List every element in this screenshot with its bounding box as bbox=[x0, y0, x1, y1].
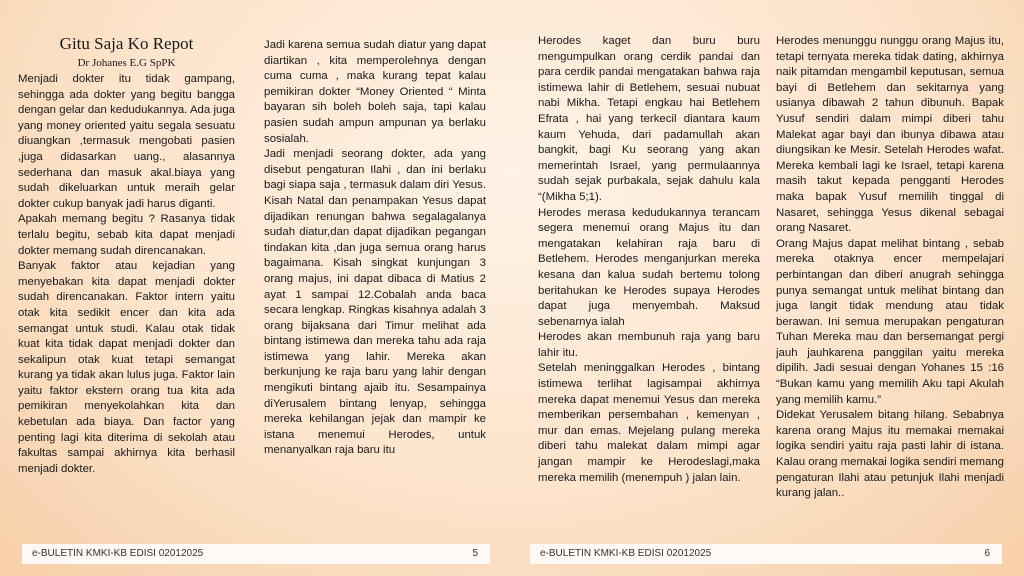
paragraph: Menjadi dokter itu tidak gampang, sehingga ada dokter yang begitu bangga dengan gelar dan kedudukannya. Ada juga yang money oriented yaitu segala sesuatu diuangkan ,termasuk mengobati pasien ,juga didasarkan uang., alasannya sederhana dan masuk akal.biaya yang sudah dikeluarkan untuk meraih gelar dokter cukup banyak jadi harus diganti. bbox=[18, 73, 235, 210]
paragraph: Herodes kaget dan buru buru mengumpulkan orang cerdik pandai dan para cerdik pandai mengatakan bahwa raja istimewa lahir di Betlehem, sesuai nubuat nabi Mikha. Tetapi engkau hai Betlehem Efrata , hai yang terkecil diantara kaum kaum Yehuda, dari padamullah akan bangkit, bagi Ku seorang yang akan memerintah Israel, yang permulaannya sudah sejak purbakala, sejak dahulu kala “(Mikha 5;1). bbox=[538, 35, 760, 203]
paragraph: Orang Majus dapat melihat bintang , sebab mereka otaknya encer mempelajari perbintangan dan diberi anugrah sehingga punya semangat untuk melihat bintang dan juga langit tidak mendung atau tidak berawan. Ini semua merupakan pengaturan Tuhan Mereka mau dan bersemangat pergi jauh jauhkarena panggilan yaitu mereka dipilih. Jadi sesuai dengan Yohanes 15 :16 “Bukan kamu yang memilih Aku tapi Akulah yang memilih kamu.” bbox=[776, 237, 1004, 406]
article-title: Gitu Saja Ko Repot bbox=[59, 34, 194, 53]
page-number: 5 bbox=[472, 548, 478, 559]
paragraph: Herodes merasa kedudukannya terancam segera menemui orang Majus itu dan mengatakan kelahiran raja baru di Betlehem. Herodes menganjurkan mereka kesana dan kalua sudah bertemu tolong beritahukan ke Herodes supaya Herodes dapat juga menyembah. Maksud sebenarnya ialah bbox=[538, 206, 760, 328]
article-author: Dr Johanes E.G SpPK bbox=[77, 57, 176, 69]
page-number: 6 bbox=[984, 548, 990, 559]
paragraph: Jadi menjadi seorang dokter, ada yang disebut pengaturan Ilahi , dan ini berlaku bagi siapa saja , termasuk dalam diri Yesus. Kisah Natal dan penampakan Yesus dapat dijadikan renungan bahwa segalagalanya sudah diatur,dan dapat dijadikan pegangan tindakan kita ,dan juga semua orang harus bagaimana. Kisah singkat kunjungan 3 orang majus, ini dapat dibaca di Matius 2 ayat 1 sampai 12.Cobalah anda baca secara lengkap. Ringkas kisahnya adalah 3 orang bijaksana dari Timur melihat ada bintang istimewa dan mereka tahu ada raja istimewa yang lahir. Mereka akan berkunjung ke raja baru yang lahir dengan mengikuti bintang ajaib itu. Sesampainya diYerusalem bintang lenyap, sehingga mereka kehilangan jejak dan mampir ke istana menemui Herodes, untuk menanyalkan raja baru itu bbox=[264, 148, 486, 457]
footer-bar bbox=[530, 544, 1002, 564]
paragraph: Didekat Yerusalem bitang hilang. Sebabnya karena orang Majus itu memakai memakai logika sendiri yaitu raja pasti lahir di istana. Kalau orang memakai logika sendiri memang pengaturan Ilahi atau petunjuk Ilahi menjadi kurang jalan.. bbox=[776, 409, 1004, 500]
paragraph: Herodes akan membunuh raja yang baru lahir itu. bbox=[538, 331, 760, 359]
page-right bbox=[512, 0, 1024, 576]
paragraph: Jadi karena semua sudah diatur yang dapat diartikan , kita memperolehnya dengan cuma cuma , maka kurang tepat kalau pemikiran dokter “Money Oriented “ Minta bayaran sih boleh boleh saja, tapi kalau pasien sudah ampun ampunan ya berlaku sosialah. bbox=[264, 39, 486, 145]
article-column-3 bbox=[538, 34, 760, 486]
footer-bar bbox=[22, 544, 490, 564]
paragraph: Apakah memang begitu ? Rasanya tidak terlalu begitu, sebab kita dapat menjadi dokter memang sudah direncanakan. bbox=[18, 213, 235, 257]
footer-label: e-BULETIN KMKI-KB EDISI 02012025 bbox=[32, 548, 204, 559]
article-column-1 bbox=[18, 34, 235, 477]
article-column-2 bbox=[264, 38, 486, 459]
paragraph: Herodes menunggu nunggu orang Majus itu, tetapi ternyata mereka tidak dating, akhirnya naik pitamdan mengambil keputusan, semua bayi di Betlehem dan sekitarnya yang usianya dibawah 2 tahun dibunuh. Bapak Yusuf sendiri dalam mimpi diberi tahu Malekat agar bayi dan ibunya dibawa atau diungsikan ke Mesir. Setelah Herodes wafat. Mereka kembali lagi ke Israel, tetapi karena masih takut kepada pengganti Herodes maka bapak Yusuf memilih tinggal di Nasaret, sehingga Yesus dikenal sebagai orang Nasaret. bbox=[776, 35, 1004, 235]
footer-label: e-BULETIN KMKI-KB EDISI 02012025 bbox=[540, 548, 712, 559]
article-column-4 bbox=[776, 34, 1004, 502]
paragraph: Setelah meninggalkan Herodes , bintang istimewa terlihat lagisampai akhirnya mereka dapat menemui Yesus dan mereka memberikan persembahan , kemenyan , mur dan emas. Mejelang pulang mereka diberi tahu malekat dalam mimpi agar jangan mampir ke Herodeslagi,maka mereka memilih (menempuh ) jalan lain. bbox=[538, 362, 760, 484]
paragraph: Banyak faktor atau kejadian yang menyebakan kita dapat menjadi dokter sudah direncanakan. Faktor intern yaitu otak kita sedikit encer dan kita ada semangat untuk studi. Kalau otak tidak kuat kita tidak dapat menjadi dokter dan sekalipun otak kuat tetapi semangat kurang ya tidak akan lulus juga. Faktor lain yaitu faktor ekstern orang tua kita ada pemikiran menyekolahkan kita dan kebetulan ada biaya. Dan factor yang penting lagi kita diterima di sekolah atau fakultas sampai akhirnya kita berhasil menjadi dokter. bbox=[18, 260, 235, 475]
